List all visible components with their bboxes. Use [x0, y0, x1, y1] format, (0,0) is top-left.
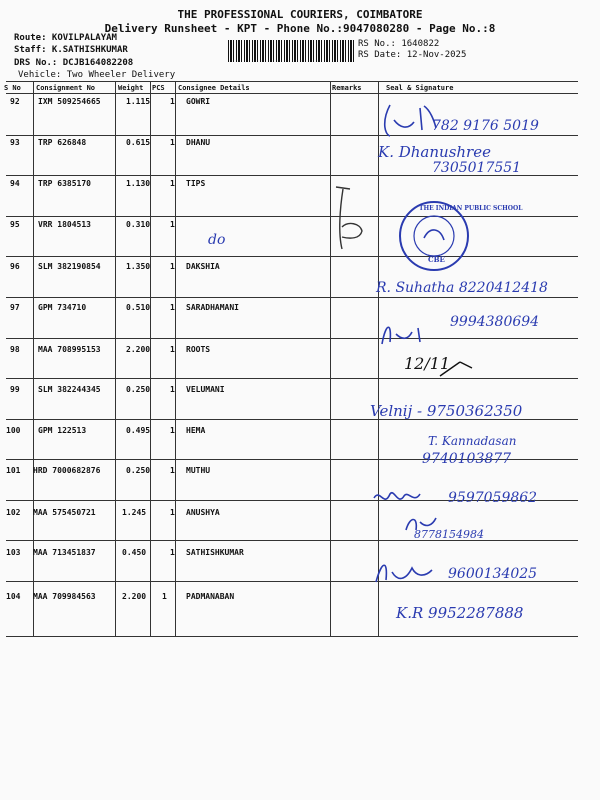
handwritten-signature: K.R 9952287888: [396, 604, 524, 622]
row-weight: 1.130: [126, 179, 151, 188]
row-consignee: TIPS: [186, 179, 206, 188]
row-sno: 92: [10, 97, 20, 106]
stamp-city: CBE: [428, 255, 445, 264]
col-remarks: Remarks: [332, 84, 362, 92]
col-sno: S No: [4, 84, 21, 92]
row-consignee: HEMA: [186, 426, 206, 435]
row-consignment: MAA 708995153: [38, 345, 101, 354]
row-pcs: 1: [170, 303, 175, 312]
col-consignee: Consignee Details: [178, 84, 250, 92]
signature-scribble: [372, 558, 436, 586]
row-consignment: MAA 709984563: [33, 592, 96, 601]
signature-scribble: [380, 100, 440, 140]
row-pcs: 1: [170, 466, 175, 475]
row-sno: 103: [6, 548, 21, 557]
handwritten-date: 12/11: [404, 354, 451, 373]
row-weight: 0.450: [122, 548, 147, 557]
row-consignee: DHANU: [186, 138, 211, 147]
company-title: THE PROFESSIONAL COURIERS, COIMBATORE: [177, 8, 423, 21]
handwritten-phone: 9597059862: [448, 490, 538, 506]
vehicle-label: Vehicle: Two Wheeler Delivery: [18, 70, 176, 80]
handwritten-phone: 9740103877: [422, 451, 512, 467]
col-pcs: PCS: [152, 84, 165, 92]
row-pcs: 1: [170, 548, 175, 557]
row-rule: [6, 256, 578, 257]
row-weight: 0.615: [126, 138, 151, 147]
handwritten-phone: 9600134025: [448, 566, 538, 582]
runsheet-title: Delivery Runsheet - KPT - Phone No.:9047080280 - Page No.:8: [104, 22, 496, 35]
row-consignment: SLM 382244345: [38, 385, 101, 394]
handwritten-phone: 8778154984: [414, 528, 484, 541]
row-weight: 1.245: [122, 508, 147, 517]
route-label: Route: KOVILPALAYAM: [14, 33, 117, 43]
row-sno: 99: [10, 385, 20, 394]
handwritten-mark: do: [208, 232, 226, 248]
row-sno: 100: [6, 426, 21, 435]
row-pcs: 1: [170, 426, 175, 435]
col-divider: [378, 81, 379, 637]
row-consignment: MAA 713451837: [33, 548, 96, 557]
row-consignment: IXM 509254665: [38, 97, 101, 106]
row-sno: 95: [10, 220, 20, 229]
row-rule: [6, 540, 578, 541]
row-consignee: VELUMANI: [186, 385, 225, 394]
table-top-rule: [6, 81, 578, 82]
row-consignment: SLM 382190854: [38, 262, 101, 271]
handwritten-name: T. Kannadasan: [428, 434, 517, 448]
row-weight: 0.250: [126, 385, 151, 394]
table-header-rule: [6, 93, 578, 94]
row-consignee: PADMANABAN: [186, 592, 235, 601]
row-weight: 1.115: [126, 97, 151, 106]
row-sno: 104: [6, 592, 21, 601]
row-pcs: 1: [170, 97, 175, 106]
col-divider: [175, 81, 176, 637]
row-consignee: ROOTS: [186, 345, 211, 354]
pen-stroke: [438, 358, 478, 380]
handwritten-phone: 7305017551: [432, 160, 522, 176]
rs-date: RS Date: 12-Nov-2025: [358, 50, 467, 60]
row-pcs: 1: [170, 138, 175, 147]
row-consignment: TRP 626848: [38, 138, 87, 147]
row-weight: 0.495: [126, 426, 151, 435]
row-weight: 0.250: [126, 466, 151, 475]
row-rule: [6, 135, 578, 136]
row-rule: [6, 378, 578, 379]
row-rule: [6, 297, 578, 298]
col-consignment: Consignment No: [36, 84, 96, 92]
handwritten-name: K. Dhanushree: [378, 143, 491, 161]
col-divider: [330, 81, 331, 637]
row-consignee: ANUSHYA: [186, 508, 220, 517]
row-sno: 96: [10, 262, 20, 271]
row-consignee: SATHISHKUMAR: [186, 548, 244, 557]
row-consignment: HRD 7000682876: [33, 466, 101, 475]
row-pcs: 1: [170, 220, 175, 229]
col-divider: [115, 81, 116, 637]
row-pcs: 1: [162, 592, 167, 601]
row-consignment: VRR 1804513: [38, 220, 91, 229]
row-sno: 101: [6, 466, 21, 475]
col-seal-signature: Seal & Signature: [386, 84, 454, 92]
row-sno: 98: [10, 345, 20, 354]
col-divider: [150, 81, 151, 637]
handwritten-phone: 782 9176 5019: [432, 118, 539, 134]
signature-scribble: [378, 318, 438, 348]
remarks-bracket: [330, 183, 370, 253]
staff-label: Staff: K.SATHISHKUMAR: [14, 45, 128, 55]
row-rule: [6, 338, 578, 339]
row-rule: [6, 216, 578, 217]
row-consignee: GOWRI: [186, 97, 211, 106]
row-consignment: TRP 6385170: [38, 179, 91, 188]
row-consignment: GPM 734710: [38, 303, 87, 312]
row-weight: 2.200: [126, 345, 151, 354]
row-consignment: MAA 575450721: [33, 508, 96, 517]
row-pcs: 1: [170, 508, 175, 517]
row-sno: 102: [6, 508, 21, 517]
row-consignment: GPM 122513: [38, 426, 87, 435]
row-pcs: 1: [170, 262, 175, 271]
row-pcs: 1: [170, 385, 175, 394]
row-consignee: DAKSHIA: [186, 262, 220, 271]
row-consignee: MUTHU: [186, 466, 211, 475]
col-weight: Weight: [118, 84, 144, 92]
rs-no: RS No.: 1640822: [358, 39, 440, 49]
signature-scribble: [372, 486, 432, 510]
handwritten-signature: Velnij - 9750362350: [370, 402, 523, 420]
drs-label: DRS No.: DCJB164082208: [14, 58, 134, 68]
handwritten-signature: R. Suhatha 8220412418: [376, 280, 548, 296]
row-weight: 0.310: [126, 220, 151, 229]
row-rule: [6, 636, 578, 637]
row-sno: 94: [10, 179, 20, 188]
stamp-text: THE INDIAN PUBLIC SCHOOL: [419, 205, 523, 212]
row-weight: 0.510: [126, 303, 151, 312]
row-pcs: 1: [170, 179, 175, 188]
row-weight: 1.350: [126, 262, 151, 271]
barcode: [228, 40, 354, 62]
row-sno: 97: [10, 303, 20, 312]
row-weight: 2.200: [122, 592, 147, 601]
row-sno: 93: [10, 138, 20, 147]
handwritten-phone: 9994380694: [450, 314, 540, 330]
row-pcs: 1: [170, 345, 175, 354]
row-consignee: SARADHAMANI: [186, 303, 239, 312]
